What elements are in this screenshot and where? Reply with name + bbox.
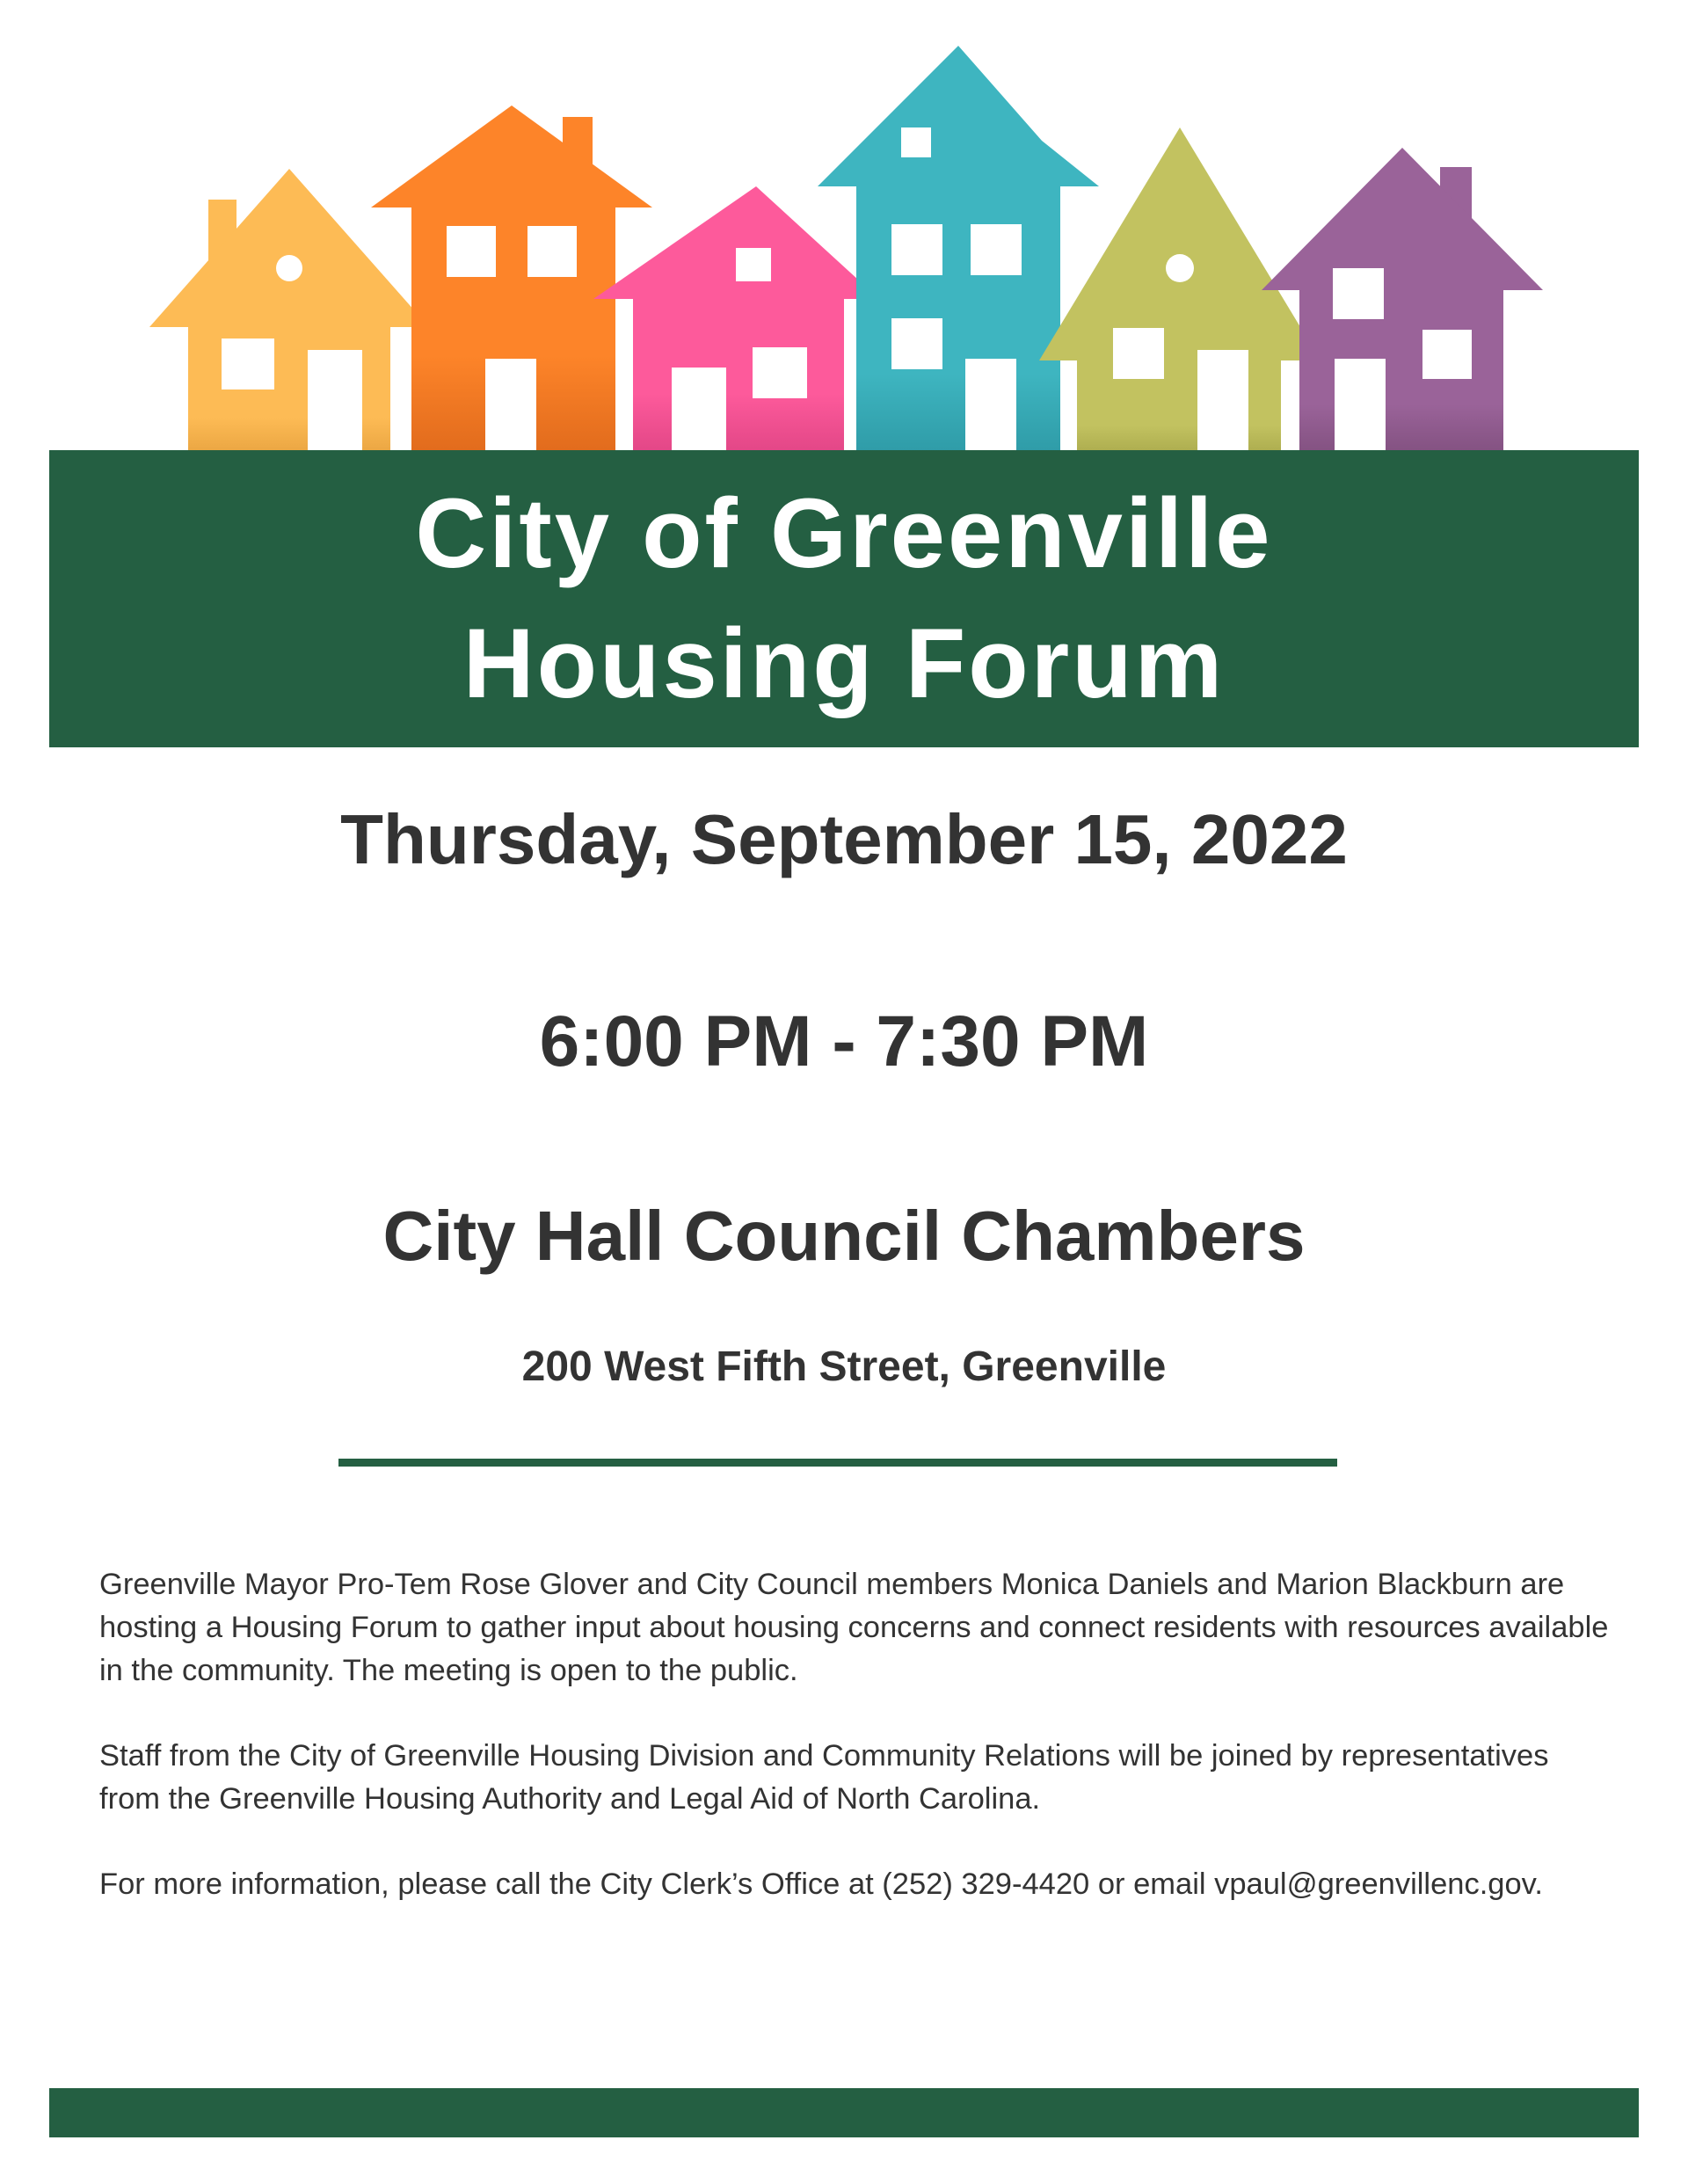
description-paragraph-3: For more information, please call the City Clerk’s Office at (252) 329-4420 or email vpaul@greenvillenc.gov. (99, 1867, 1543, 1901)
event-time: 6:00 PM - 7:30 PM (539, 1001, 1149, 1081)
orange-house-icon (371, 106, 652, 457)
page-title-line-2: Housing Forum (462, 608, 1226, 718)
description-paragraph-1: Greenville Mayor Pro-Tem Rose Glover and City Council members Monica Daniels and Marion Blackburn are hosting a Housing Forum to gather input about housing concerns and connect residents with resources available in the community. The meeting is open to the public. (99, 1568, 1609, 1687)
section-divider (338, 1459, 1337, 1467)
teal-house-icon (818, 46, 1099, 457)
footer-bar (49, 2088, 1639, 2137)
purple-house-icon (1262, 148, 1543, 457)
page-title-line-1: City of Greenville (415, 478, 1273, 588)
pink-house-icon (593, 186, 879, 457)
yellow-house-icon (149, 169, 429, 457)
title-banner (49, 450, 1639, 747)
event-date: Thursday, September 15, 2022 (340, 800, 1348, 878)
event-venue: City Hall Council Chambers (382, 1197, 1306, 1275)
description-paragraph-2: Staff from the City of Greenville Housing Division and Community Relations will be joined by representatives from the Greenville Housing Authority and Legal Aid of North Carolina. (99, 1739, 1549, 1816)
houses-illustration (0, 0, 1688, 457)
event-address: 200 West Fifth Street, Greenville (521, 1343, 1167, 1390)
